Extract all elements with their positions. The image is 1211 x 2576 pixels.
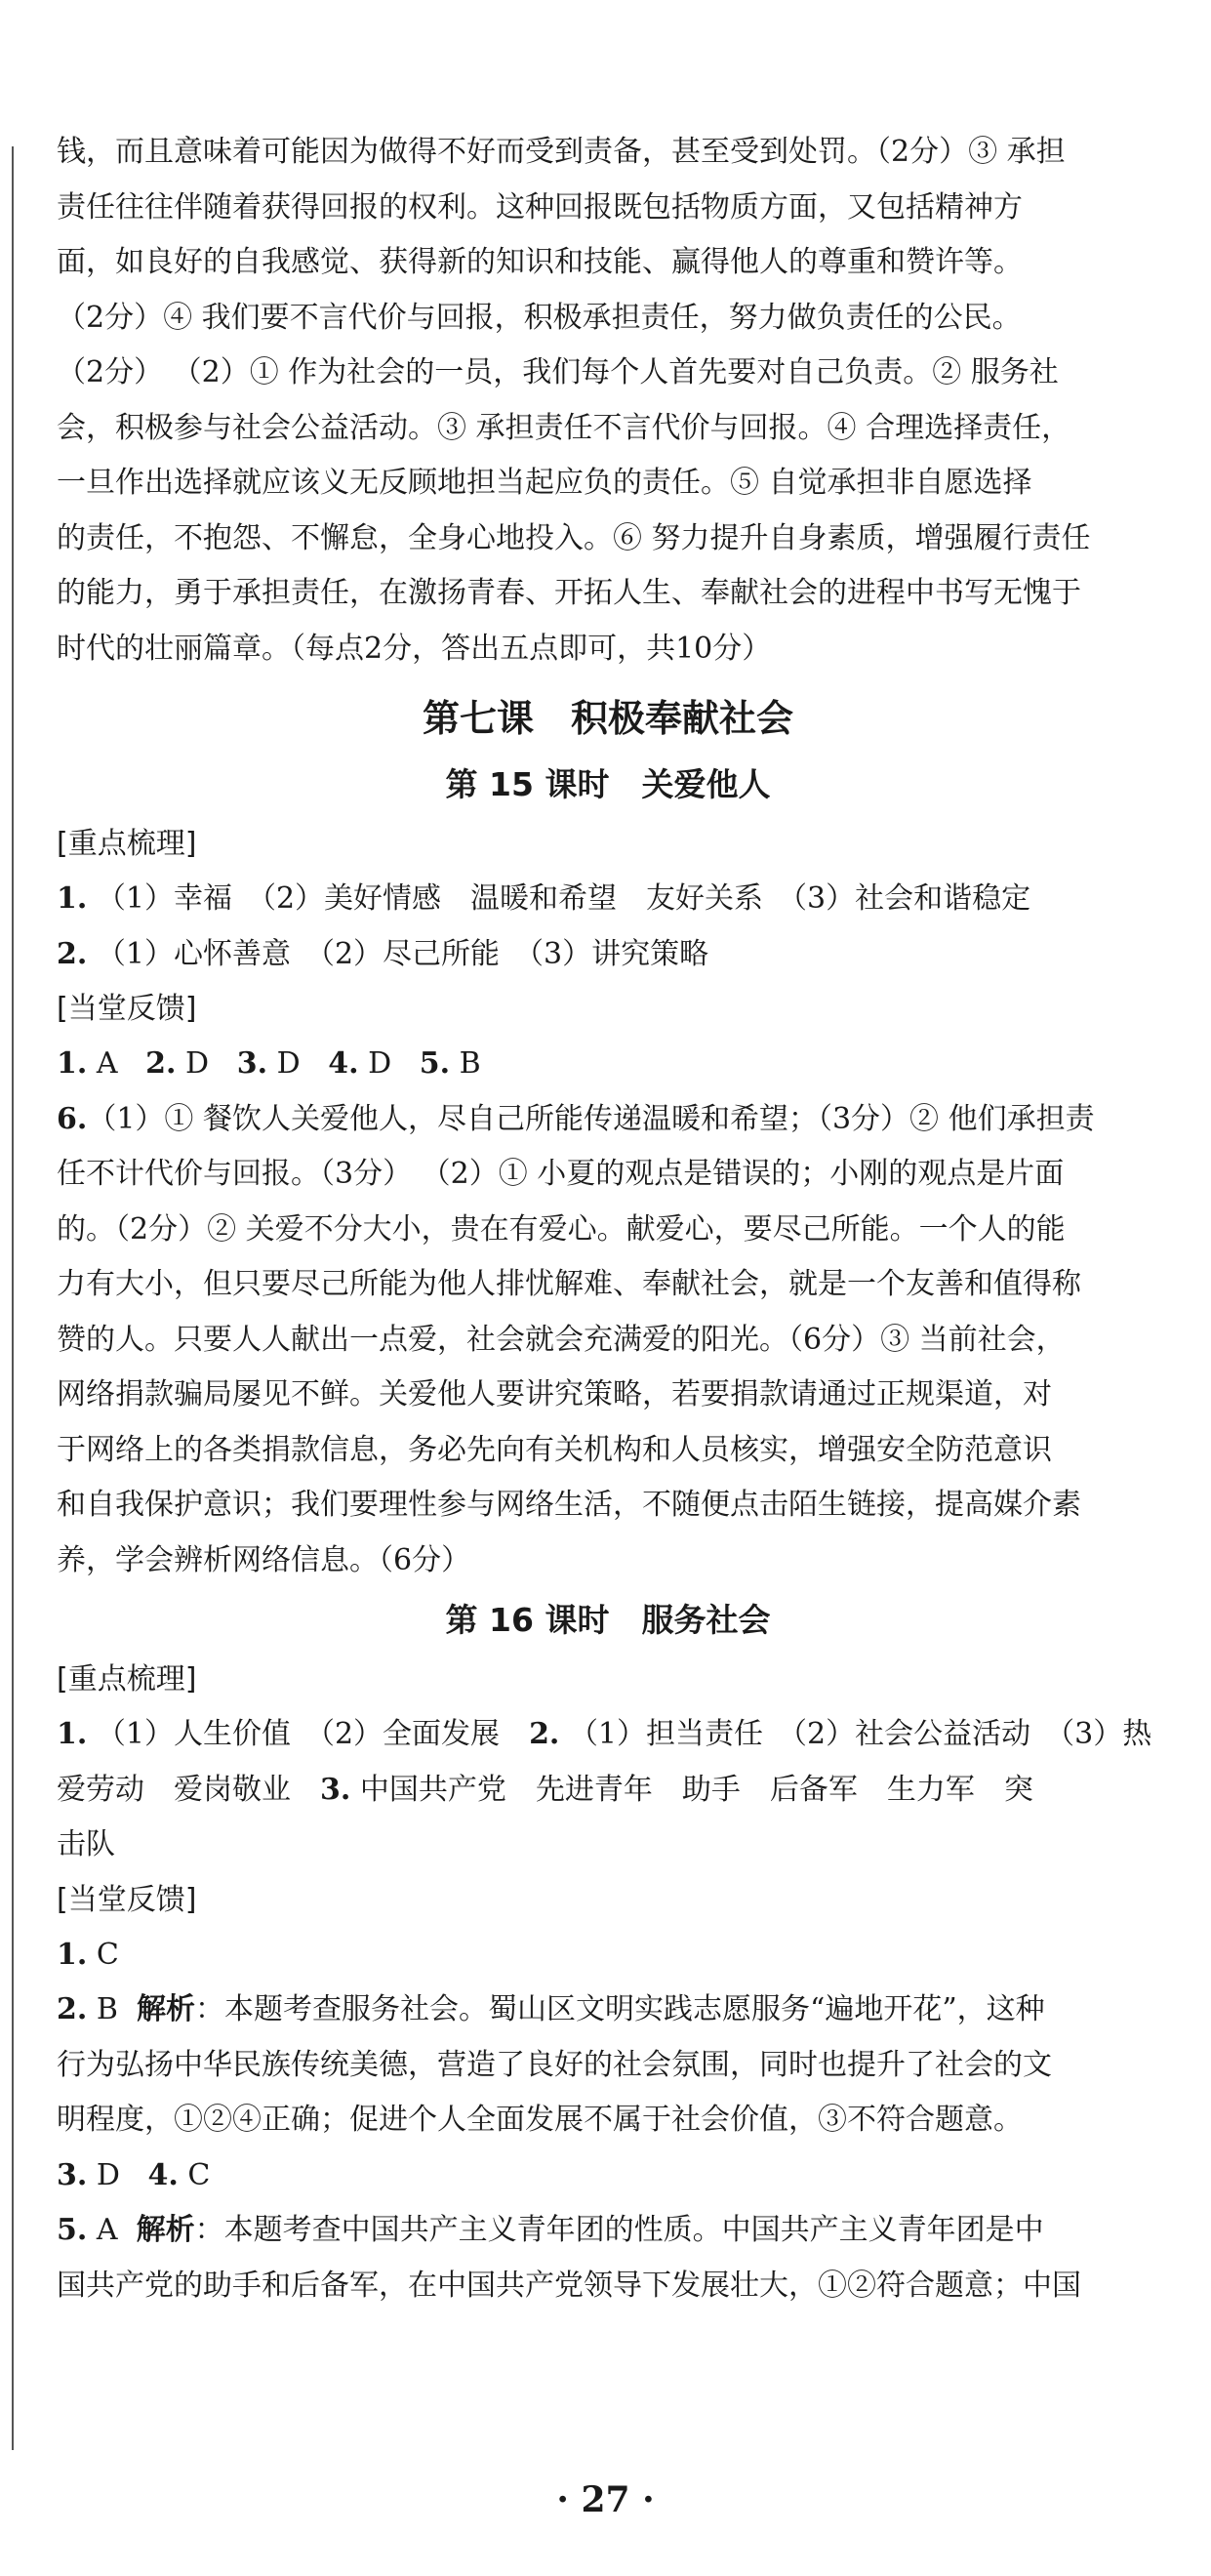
key-point-text: 击队 — [57, 1827, 115, 1861]
text-line: 赞的人。只要人人献出一点爱，社会就会充满爱的阳光。（6分）③ 当前社会， — [57, 1322, 1066, 1357]
feedback-tag: [当堂反馈] — [57, 992, 197, 1026]
item-number: 5. — [57, 2213, 88, 2247]
text-line: 面，如良好的自我感觉、获得新的知识和技能、赢得他人的尊重和赞许等。 — [57, 245, 1023, 279]
text-line: 时代的壮丽篇章。（每点2分，答出五点即可，共10分） — [57, 631, 772, 666]
answer-choice: A — [96, 2213, 118, 2247]
key-points-15 — [57, 872, 1159, 982]
text-line: 钱，而且意味着可能因为做得不好而受到责备，甚至受到处罚。（2分）③ 承担 — [57, 135, 1066, 169]
text-line: 行为弘扬中华民族传统美德，营造了良好的社会氛围，同时也提升了社会的文 — [57, 2047, 1052, 2082]
text-line: ：本题考查中国共产主义青年团的性质。中国共产主义青年团是中 — [194, 2213, 1044, 2247]
key-point-text: （1）人生价值 （2）全面发展 — [96, 1717, 530, 1751]
text-line: 的。（2分）② 关爱不分大小，贵在有爱心。献爱心，要尽己所能。一个人的能 — [57, 1211, 1066, 1247]
text-line: 责任往往伴随着获得回报的权利。这种回报既包括物质方面，又包括精神方 — [57, 189, 1023, 225]
lesson-title: 第七课 积极奉献社会 — [422, 697, 793, 740]
section-title-15: 第 15 课时 关爱他人 — [445, 765, 771, 803]
text-line: 任不计代价与回报。（3分） （2）① 小夏的观点是错误的；小刚的观点是片面 — [57, 1157, 1065, 1191]
page-number: · 27 · — [556, 2479, 655, 2520]
left-border-line — [12, 146, 14, 2450]
item-number: 2. — [145, 1046, 177, 1081]
key-point-text: （1）担当责任 （2）社会公益活动 （3）热 — [568, 1717, 1152, 1751]
item-number: 1. — [57, 1046, 88, 1081]
answer-choice: A — [96, 1046, 118, 1081]
text-line: 于网络上的各类捐款信息，务必先向有关机构和人员核实，增强安全防范意识 — [57, 1432, 1052, 1467]
answer-choice: D — [185, 1046, 210, 1081]
key-point-item — [57, 872, 1159, 927]
text-line: 和自我保护意识；我们要理性参与网络生活，不随便点击陌生链接，提高媒介素 — [57, 1488, 1081, 1522]
key-point-text: 爱劳动 爱岗敬业 — [57, 1772, 320, 1807]
section-title-16: 第 16 课时 服务社会 — [445, 1601, 771, 1639]
answers-16 — [57, 1928, 1159, 2314]
answer-choice: C — [96, 1937, 119, 1972]
feedback-tag: [当堂反馈] — [57, 1882, 197, 1917]
question-6-answer — [57, 1092, 1159, 1589]
analysis-label: 解析 — [137, 1992, 195, 2026]
item-number: 1. — [57, 881, 88, 916]
analysis-label: 解析 — [136, 2213, 195, 2247]
answer-choice: D — [276, 1046, 301, 1081]
item-number: 3. — [57, 2157, 88, 2192]
answer-choice: D — [368, 1046, 392, 1081]
item-number: 5. — [419, 1046, 451, 1081]
text-line: （1）① 餐饮人关爱他人，尽自己所能传递温暖和希望；（3分）② 他们承担责 — [87, 1101, 1095, 1136]
intro-paragraph — [57, 125, 1159, 676]
text-line: 一旦作出选择就应该义无反顾地担当起应负的责任。⑤ 自觉承担非自愿选择 — [57, 466, 1032, 500]
text-line: 明程度，①②④正确；促进个人全面发展不属于社会价值，③不符合题意。 — [57, 2103, 1023, 2137]
item-number: 3. — [320, 1772, 351, 1807]
text-line: ：本题考查服务社会。蜀山区文明实践志愿服务“遍地开花”，这种 — [195, 1992, 1045, 2026]
item-number: 6. — [57, 1101, 88, 1136]
key-point-text: （1）幸福 （2）美好情感 温暖和希望 友好关系 （3）社会和谐稳定 — [96, 881, 1031, 916]
answer-row-15 — [57, 1037, 1159, 1092]
answer-choice: D — [96, 2157, 120, 2192]
text-line: 力有大小，但只要尽己所能为他人排忧解难、奉献社会，就是一个友善和值得称 — [57, 1267, 1081, 1301]
text-line: 的能力，勇于承担责任，在激扬青春、开拓人生、奉献社会的进程中书写无愧于 — [57, 576, 1081, 610]
item-number: 1. — [57, 1937, 88, 1972]
key-point-text: 中国共产党 先进青年 助手 后备军 生力军 突 — [359, 1772, 1033, 1807]
text-line: 的责任，不抱怨、不懈怠，全身心地投入。⑥ 努力提升自身素质，增强履行责任 — [57, 520, 1091, 555]
item-number: 1. — [57, 1717, 88, 1751]
item-number: 2. — [529, 1717, 560, 1751]
key-point-text: （1）心怀善意 （2）尽己所能 （3）讲究策略 — [96, 936, 709, 971]
text-line: 网络捐款骗局屡见不鲜。关爱他人要讲究策略，若要捐款请通过正规渠道，对 — [57, 1377, 1052, 1411]
answer-choice: B — [96, 1992, 118, 2026]
answer-choice: C — [187, 2157, 211, 2192]
item-number: 4. — [328, 1046, 359, 1081]
item-number: 2. — [57, 1992, 88, 2026]
text-line: 会，积极参与社会公益活动。③ 承担责任不言代价与回报。④ 合理选择责任， — [57, 410, 1071, 445]
key-point-item — [57, 927, 1159, 983]
text-line: （2分）④ 我们要不言代价与回报，积极承担责任，努力做负责任的公民。 — [57, 300, 1022, 335]
key-points-tag: [重点梳理] — [57, 1662, 197, 1697]
item-number: 3. — [236, 1046, 268, 1081]
key-points-tag: [重点梳理] — [57, 827, 197, 861]
text-line: 养，学会辨析网络信息。（6分） — [57, 1542, 471, 1577]
page-content — [57, 125, 1159, 2313]
key-points-16 — [57, 1707, 1159, 1873]
answer-choice: B — [459, 1046, 481, 1081]
text-line: （2分） （2）① 作为社会的一员，我们每个人首先要对自己负责。② 服务社 — [57, 355, 1059, 389]
text-line: 国共产党的助手和后备军，在中国共产党领导下发展壮大，①②符合题意；中国 — [57, 2268, 1081, 2303]
item-number: 4. — [147, 2157, 179, 2192]
item-number: 2. — [57, 936, 88, 971]
